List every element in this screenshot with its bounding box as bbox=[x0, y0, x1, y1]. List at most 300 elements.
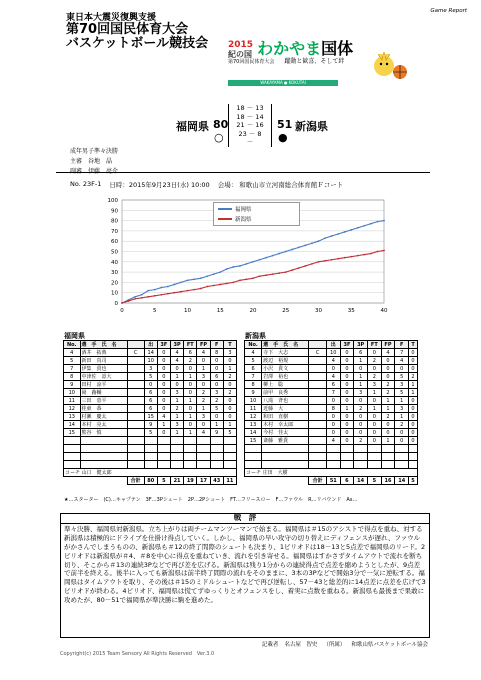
x-tick-label: 5 bbox=[153, 308, 157, 314]
table-cell bbox=[309, 381, 327, 389]
table-cell: 3 bbox=[197, 413, 210, 421]
table-cell bbox=[309, 389, 327, 397]
table-cell bbox=[127, 405, 144, 413]
table-cell bbox=[309, 437, 327, 445]
table-cell: 12 bbox=[64, 405, 81, 413]
data-point bbox=[285, 251, 287, 253]
table-cell: 1 bbox=[210, 421, 223, 429]
home-box-score bbox=[63, 340, 237, 485]
table-row-empty bbox=[245, 461, 418, 469]
chart-legend bbox=[213, 202, 300, 226]
x-tick-label: 35 bbox=[347, 308, 355, 314]
table-cell: 2 bbox=[197, 389, 210, 397]
table-cell: 0 bbox=[368, 421, 381, 429]
table-cell: 渡辺 裕規 bbox=[262, 357, 309, 365]
data-point bbox=[239, 279, 241, 281]
box-header-cell: 選 手 氏 名 bbox=[262, 341, 309, 349]
table-cell: 熊谷 慎 bbox=[80, 429, 127, 437]
table-cell: 1 bbox=[354, 373, 368, 381]
table-cell: 4 bbox=[170, 357, 183, 365]
table-cell: 5 bbox=[144, 373, 157, 381]
table-cell bbox=[157, 453, 170, 461]
table-cell bbox=[127, 373, 144, 381]
table-cell bbox=[127, 357, 144, 365]
data-point bbox=[272, 255, 274, 257]
data-point bbox=[324, 260, 326, 262]
table-cell bbox=[197, 461, 210, 469]
table-row bbox=[64, 381, 237, 389]
table-cell: 4 bbox=[326, 373, 340, 381]
data-point bbox=[147, 296, 149, 298]
legend-away: 新潟県 bbox=[235, 217, 252, 223]
table-cell bbox=[144, 453, 157, 461]
table-cell bbox=[80, 453, 127, 461]
box-header-cell: No. bbox=[64, 341, 81, 349]
table-cell: 0 bbox=[197, 357, 210, 365]
box-header-cell: T bbox=[223, 341, 236, 349]
table-cell: 0 bbox=[354, 421, 368, 429]
table-cell bbox=[64, 445, 81, 453]
table-row bbox=[64, 373, 237, 381]
table-cell: 0 bbox=[340, 397, 354, 405]
commentary-title: 戦 評 bbox=[61, 514, 429, 524]
total-cell: 5 bbox=[368, 477, 381, 485]
table-cell: 8 bbox=[210, 349, 223, 357]
data-point bbox=[331, 259, 333, 261]
data-point bbox=[344, 257, 346, 259]
data-point bbox=[167, 286, 169, 288]
box-header-cell: 3F bbox=[157, 341, 170, 349]
away-box-score bbox=[244, 340, 418, 485]
data-point bbox=[219, 284, 221, 286]
table-cell bbox=[127, 461, 144, 469]
total-cell: 17 bbox=[197, 477, 210, 485]
table-row bbox=[64, 397, 237, 405]
table-cell: 3 bbox=[395, 405, 409, 413]
table-cell: 4 bbox=[245, 349, 262, 357]
table-cell: 0 bbox=[157, 357, 170, 365]
table-cell: 2 bbox=[381, 413, 395, 421]
report-label: Game Report bbox=[430, 8, 467, 14]
table-cell: 15 bbox=[64, 429, 81, 437]
table-cell: 0 bbox=[197, 381, 210, 389]
data-point bbox=[134, 296, 136, 298]
away-team-name: 新潟県 bbox=[295, 120, 328, 133]
logo-year: 2015 bbox=[228, 40, 254, 50]
table-cell: 0 bbox=[326, 397, 340, 405]
table-cell bbox=[127, 445, 144, 453]
table-cell: 0 bbox=[409, 421, 418, 429]
table-cell: 0 bbox=[157, 381, 170, 389]
table-cell: 0 bbox=[157, 405, 170, 413]
data-point bbox=[383, 220, 385, 222]
data-point bbox=[187, 279, 189, 281]
table-cell: 2 bbox=[170, 405, 183, 413]
data-point bbox=[252, 261, 254, 263]
data-point bbox=[331, 235, 333, 237]
table-cell: 1 bbox=[368, 405, 381, 413]
table-cell bbox=[127, 421, 144, 429]
table-cell: 0 bbox=[223, 357, 236, 365]
total-cell: 51 bbox=[326, 477, 340, 485]
copyright: Copyright(c) 2015 Team Sensory All Rights Reserved Ver.3.0 bbox=[60, 651, 215, 657]
data-point bbox=[219, 271, 221, 273]
table-cell: 1 bbox=[170, 373, 183, 381]
table-cell: 1 bbox=[184, 429, 197, 437]
table-row-empty bbox=[64, 461, 237, 469]
mascot-icon bbox=[370, 44, 408, 84]
y-tick-label: 10 bbox=[111, 290, 118, 297]
event-subtitle-2: バスケットボール競技会 bbox=[66, 36, 209, 51]
table-row bbox=[64, 429, 237, 437]
table-cell bbox=[210, 445, 223, 453]
data-point bbox=[370, 223, 372, 225]
total-spacer bbox=[245, 477, 309, 485]
data-point bbox=[291, 249, 293, 251]
table-cell: 2 bbox=[409, 373, 418, 381]
table-cell: 1 bbox=[340, 405, 354, 413]
table-cell bbox=[381, 453, 395, 461]
table-cell: 1 bbox=[184, 397, 197, 405]
total-cell: 6 bbox=[340, 477, 354, 485]
total-cell: 14 bbox=[395, 477, 409, 485]
game-meta bbox=[70, 180, 343, 189]
total-cell: 16 bbox=[381, 477, 395, 485]
referee-name: 谷地 晶 bbox=[88, 158, 113, 165]
table-cell: 10 bbox=[64, 389, 81, 397]
table-row bbox=[64, 357, 237, 365]
table-cell: 2 bbox=[210, 397, 223, 405]
table-cell: 1 bbox=[381, 397, 395, 405]
coach-name: コーチ 山口 健太郎 bbox=[64, 469, 237, 477]
data-point bbox=[324, 237, 326, 239]
table-cell: 0 bbox=[157, 397, 170, 405]
table-cell: 0 bbox=[409, 413, 418, 421]
data-point bbox=[141, 294, 143, 296]
round-label: 成年男子準々決勝 bbox=[70, 148, 119, 155]
data-point bbox=[154, 289, 156, 291]
table-cell: 0 bbox=[368, 413, 381, 421]
table-cell: 3 bbox=[368, 381, 381, 389]
coach-row bbox=[245, 469, 418, 477]
table-cell: 木村 幸太郎 bbox=[262, 421, 309, 429]
table-row bbox=[245, 397, 418, 405]
box-header-cell: F bbox=[395, 341, 409, 349]
data-point bbox=[377, 221, 379, 223]
table-row-empty bbox=[64, 437, 237, 445]
data-point bbox=[363, 254, 365, 256]
data-point bbox=[350, 229, 352, 231]
table-cell: 0 bbox=[157, 429, 170, 437]
stat-legend: ★…スターター (C)…キャプテン 3F…3Pシュート 2P…2Pシュート FT…フリースロー F…ファウル R…リバウンド As… bbox=[64, 497, 358, 503]
recorder-name: 名古屋 智史 bbox=[284, 642, 318, 648]
table-row bbox=[245, 413, 418, 421]
total-row bbox=[245, 477, 418, 485]
table-cell: 寺下 大志 bbox=[262, 349, 309, 357]
table-cell: 0 bbox=[184, 365, 197, 373]
total-spacer bbox=[64, 477, 128, 485]
table-row bbox=[245, 381, 418, 389]
data-point bbox=[141, 297, 143, 299]
table-cell: 酒井 拓典 bbox=[80, 349, 127, 357]
table-cell: 0 bbox=[409, 365, 418, 373]
table-cell bbox=[262, 453, 309, 461]
table-cell: 8 bbox=[64, 373, 81, 381]
table-cell: 1 bbox=[381, 437, 395, 445]
box-header-cell: T bbox=[409, 341, 418, 349]
table-row bbox=[245, 357, 418, 365]
table-cell bbox=[354, 453, 368, 461]
table-cell bbox=[340, 461, 354, 469]
table-cell: 1 bbox=[170, 429, 183, 437]
table-cell: 2 bbox=[223, 389, 236, 397]
table-cell: 6 bbox=[354, 349, 368, 357]
table-row bbox=[245, 389, 418, 397]
table-cell: 12 bbox=[245, 413, 262, 421]
table-cell bbox=[184, 461, 197, 469]
home-team-name: 福岡県 bbox=[176, 120, 209, 133]
data-point bbox=[187, 290, 189, 292]
table-cell: 0 bbox=[157, 365, 170, 373]
table-cell bbox=[409, 445, 418, 453]
table-cell bbox=[127, 453, 144, 461]
logo-banner: WAKAYAMA ● KOKUTAI bbox=[228, 80, 338, 86]
table-cell bbox=[223, 445, 236, 453]
total-cell: 14 bbox=[354, 477, 368, 485]
table-cell: 4 bbox=[326, 437, 340, 445]
table-cell bbox=[395, 461, 409, 469]
table-cell: 1 bbox=[170, 397, 183, 405]
box-header-cell: 3P bbox=[354, 341, 368, 349]
table-cell: 0 bbox=[210, 381, 223, 389]
box-header-cell: FP bbox=[381, 341, 395, 349]
table-cell: 3 bbox=[144, 365, 157, 373]
table-cell: 3 bbox=[223, 349, 236, 357]
data-point bbox=[226, 283, 228, 285]
table-cell: 柳上 聡 bbox=[262, 381, 309, 389]
table-cell: 8 bbox=[326, 405, 340, 413]
logo-kana: 紀の国 bbox=[228, 50, 252, 59]
table-cell: 5 bbox=[395, 389, 409, 397]
table-cell bbox=[409, 453, 418, 461]
table-cell: 0 bbox=[340, 413, 354, 421]
data-point bbox=[154, 295, 156, 297]
x-tick-label: 10 bbox=[184, 308, 191, 314]
table-cell bbox=[127, 381, 144, 389]
data-point bbox=[350, 256, 352, 258]
footer bbox=[60, 640, 428, 657]
data-point bbox=[357, 227, 359, 229]
data-point bbox=[226, 268, 228, 270]
table-row bbox=[245, 365, 418, 373]
table-cell: 三田 恵平 bbox=[80, 397, 127, 405]
table-cell: 3 bbox=[197, 373, 210, 381]
table-cell: 今村 佳太 bbox=[262, 429, 309, 437]
table-cell bbox=[395, 445, 409, 453]
table-cell: 3 bbox=[170, 421, 183, 429]
box-header-cell: FT bbox=[184, 341, 197, 349]
table-cell bbox=[170, 461, 183, 469]
recorder-label: 記載者 bbox=[261, 642, 279, 648]
table-cell bbox=[184, 445, 197, 453]
table-cell bbox=[127, 397, 144, 405]
table-cell: 0 bbox=[395, 429, 409, 437]
home-box-title: 福岡県 bbox=[64, 332, 85, 340]
data-point bbox=[318, 240, 320, 242]
referee-label: 主審 bbox=[70, 158, 83, 165]
table-row bbox=[64, 413, 237, 421]
box-header-cell: FP bbox=[197, 341, 210, 349]
logo-sub: 第70回国民体育大会 bbox=[228, 59, 275, 65]
table-cell bbox=[326, 461, 340, 469]
y-tick-label: 50 bbox=[111, 249, 118, 256]
table-cell: 5 bbox=[64, 357, 81, 365]
table-cell: 1 bbox=[409, 381, 418, 389]
total-cell: 5 bbox=[409, 477, 418, 485]
box-header-cell bbox=[127, 341, 144, 349]
box-header-cell bbox=[309, 341, 327, 349]
table-cell: C bbox=[127, 349, 144, 357]
total-cell: 合計 bbox=[309, 477, 327, 485]
table-cell bbox=[144, 461, 157, 469]
table-cell: 0 bbox=[210, 365, 223, 373]
quarter-scores bbox=[228, 104, 272, 147]
table-cell: 岩澤 裕也 bbox=[262, 373, 309, 381]
table-cell: 7 bbox=[395, 349, 409, 357]
table-cell: 5 bbox=[223, 429, 236, 437]
org-name: 和歌山県バスケットボール協会 bbox=[351, 642, 428, 648]
table-cell: 0 bbox=[170, 365, 183, 373]
total-cell: 80 bbox=[144, 477, 157, 485]
table-cell: 0 bbox=[409, 405, 418, 413]
data-point bbox=[337, 258, 339, 260]
table-cell: 桂東 恭 bbox=[80, 405, 127, 413]
x-tick-label: 25 bbox=[282, 308, 290, 314]
coach-row bbox=[64, 469, 237, 477]
table-cell: 10 bbox=[144, 357, 157, 365]
table-cell: 7 bbox=[64, 365, 81, 373]
table-cell bbox=[262, 445, 309, 453]
data-point bbox=[206, 286, 208, 288]
data-point bbox=[363, 225, 365, 227]
data-point bbox=[232, 266, 234, 268]
table-cell: 6 bbox=[210, 373, 223, 381]
box-header-cell: 3F bbox=[340, 341, 354, 349]
table-cell: 11 bbox=[64, 397, 81, 405]
table-cell bbox=[170, 453, 183, 461]
table-cell: 5 bbox=[395, 373, 409, 381]
table-cell: 1 bbox=[381, 405, 395, 413]
total-row bbox=[64, 477, 237, 485]
q3-score: 21 － 16 bbox=[236, 121, 264, 129]
table-cell: 0 bbox=[223, 381, 236, 389]
table-cell bbox=[127, 389, 144, 397]
table-cell: 4 bbox=[157, 413, 170, 421]
table-cell: 0 bbox=[157, 389, 170, 397]
game-no: No. 23F-1 bbox=[70, 180, 102, 188]
data-point bbox=[246, 278, 248, 280]
legend-home: 福岡県 bbox=[235, 207, 252, 213]
table-cell: 1 bbox=[409, 389, 418, 397]
table-row bbox=[245, 405, 418, 413]
data-point bbox=[167, 293, 169, 295]
table-cell: 2 bbox=[381, 381, 395, 389]
table-cell bbox=[127, 413, 144, 421]
data-point bbox=[213, 285, 215, 287]
data-point bbox=[311, 242, 313, 244]
table-cell bbox=[309, 445, 327, 453]
data-point bbox=[200, 288, 202, 290]
box-header-cell: FT bbox=[368, 341, 381, 349]
logo-main-red: 国体 bbox=[321, 39, 354, 58]
table-cell bbox=[157, 437, 170, 445]
home-result-mark: ○ bbox=[214, 131, 224, 144]
y-tick-label: 40 bbox=[111, 259, 118, 266]
data-point bbox=[246, 263, 248, 265]
table-cell: 伊集 貴也 bbox=[80, 365, 127, 373]
data-point bbox=[337, 233, 339, 235]
data-point bbox=[344, 231, 346, 233]
table-cell: 0 bbox=[340, 365, 354, 373]
table-cell: 前甲 良秀 bbox=[262, 389, 309, 397]
table-cell bbox=[80, 437, 127, 445]
table-cell: 7 bbox=[245, 373, 262, 381]
table-cell bbox=[157, 461, 170, 469]
table-cell: 2 bbox=[354, 437, 368, 445]
x-tick-label: 0 bbox=[120, 308, 124, 314]
q2-score: 18 － 14 bbox=[236, 112, 264, 121]
table-cell: 0 bbox=[184, 381, 197, 389]
table-cell: 0 bbox=[157, 349, 170, 357]
data-point bbox=[259, 275, 261, 277]
table-cell: 0 bbox=[340, 389, 354, 397]
box-header-cell: 選 手 氏 名 bbox=[80, 341, 127, 349]
ot-score: － bbox=[246, 138, 254, 146]
table-cell: 本村 亮太 bbox=[80, 421, 127, 429]
away-box-title: 新潟県 bbox=[245, 332, 266, 340]
table-cell: 9 bbox=[210, 429, 223, 437]
table-cell: 6 bbox=[144, 397, 157, 405]
table-cell: 村瀬 慶太 bbox=[80, 413, 127, 421]
table-row bbox=[64, 421, 237, 429]
y-tick-label: 70 bbox=[111, 228, 118, 235]
x-tick-label: 20 bbox=[249, 308, 257, 314]
table-cell: 0 bbox=[326, 421, 340, 429]
table-row bbox=[245, 437, 418, 445]
table-cell: 15 bbox=[245, 437, 262, 445]
data-point bbox=[265, 257, 267, 259]
table-cell: 2 bbox=[368, 373, 381, 381]
table-cell: 小沢 貴文 bbox=[262, 365, 309, 373]
table-cell: 0 bbox=[184, 421, 197, 429]
table-cell: 1 bbox=[223, 421, 236, 429]
table-cell: 1 bbox=[354, 381, 368, 389]
table-cell: 7 bbox=[326, 389, 340, 397]
table-cell: 1 bbox=[184, 413, 197, 421]
y-tick-label: 90 bbox=[111, 208, 118, 215]
table-cell bbox=[245, 445, 262, 453]
table-cell: 0 bbox=[409, 357, 418, 365]
table-row bbox=[64, 349, 237, 357]
table-cell bbox=[184, 453, 197, 461]
table-cell: 6 bbox=[184, 349, 197, 357]
table-cell bbox=[395, 453, 409, 461]
box-header-cell: 出 bbox=[144, 341, 157, 349]
logo-main: わかやま bbox=[257, 39, 322, 58]
table-cell bbox=[170, 437, 183, 445]
table-cell: 1 bbox=[395, 413, 409, 421]
data-point bbox=[174, 292, 176, 294]
